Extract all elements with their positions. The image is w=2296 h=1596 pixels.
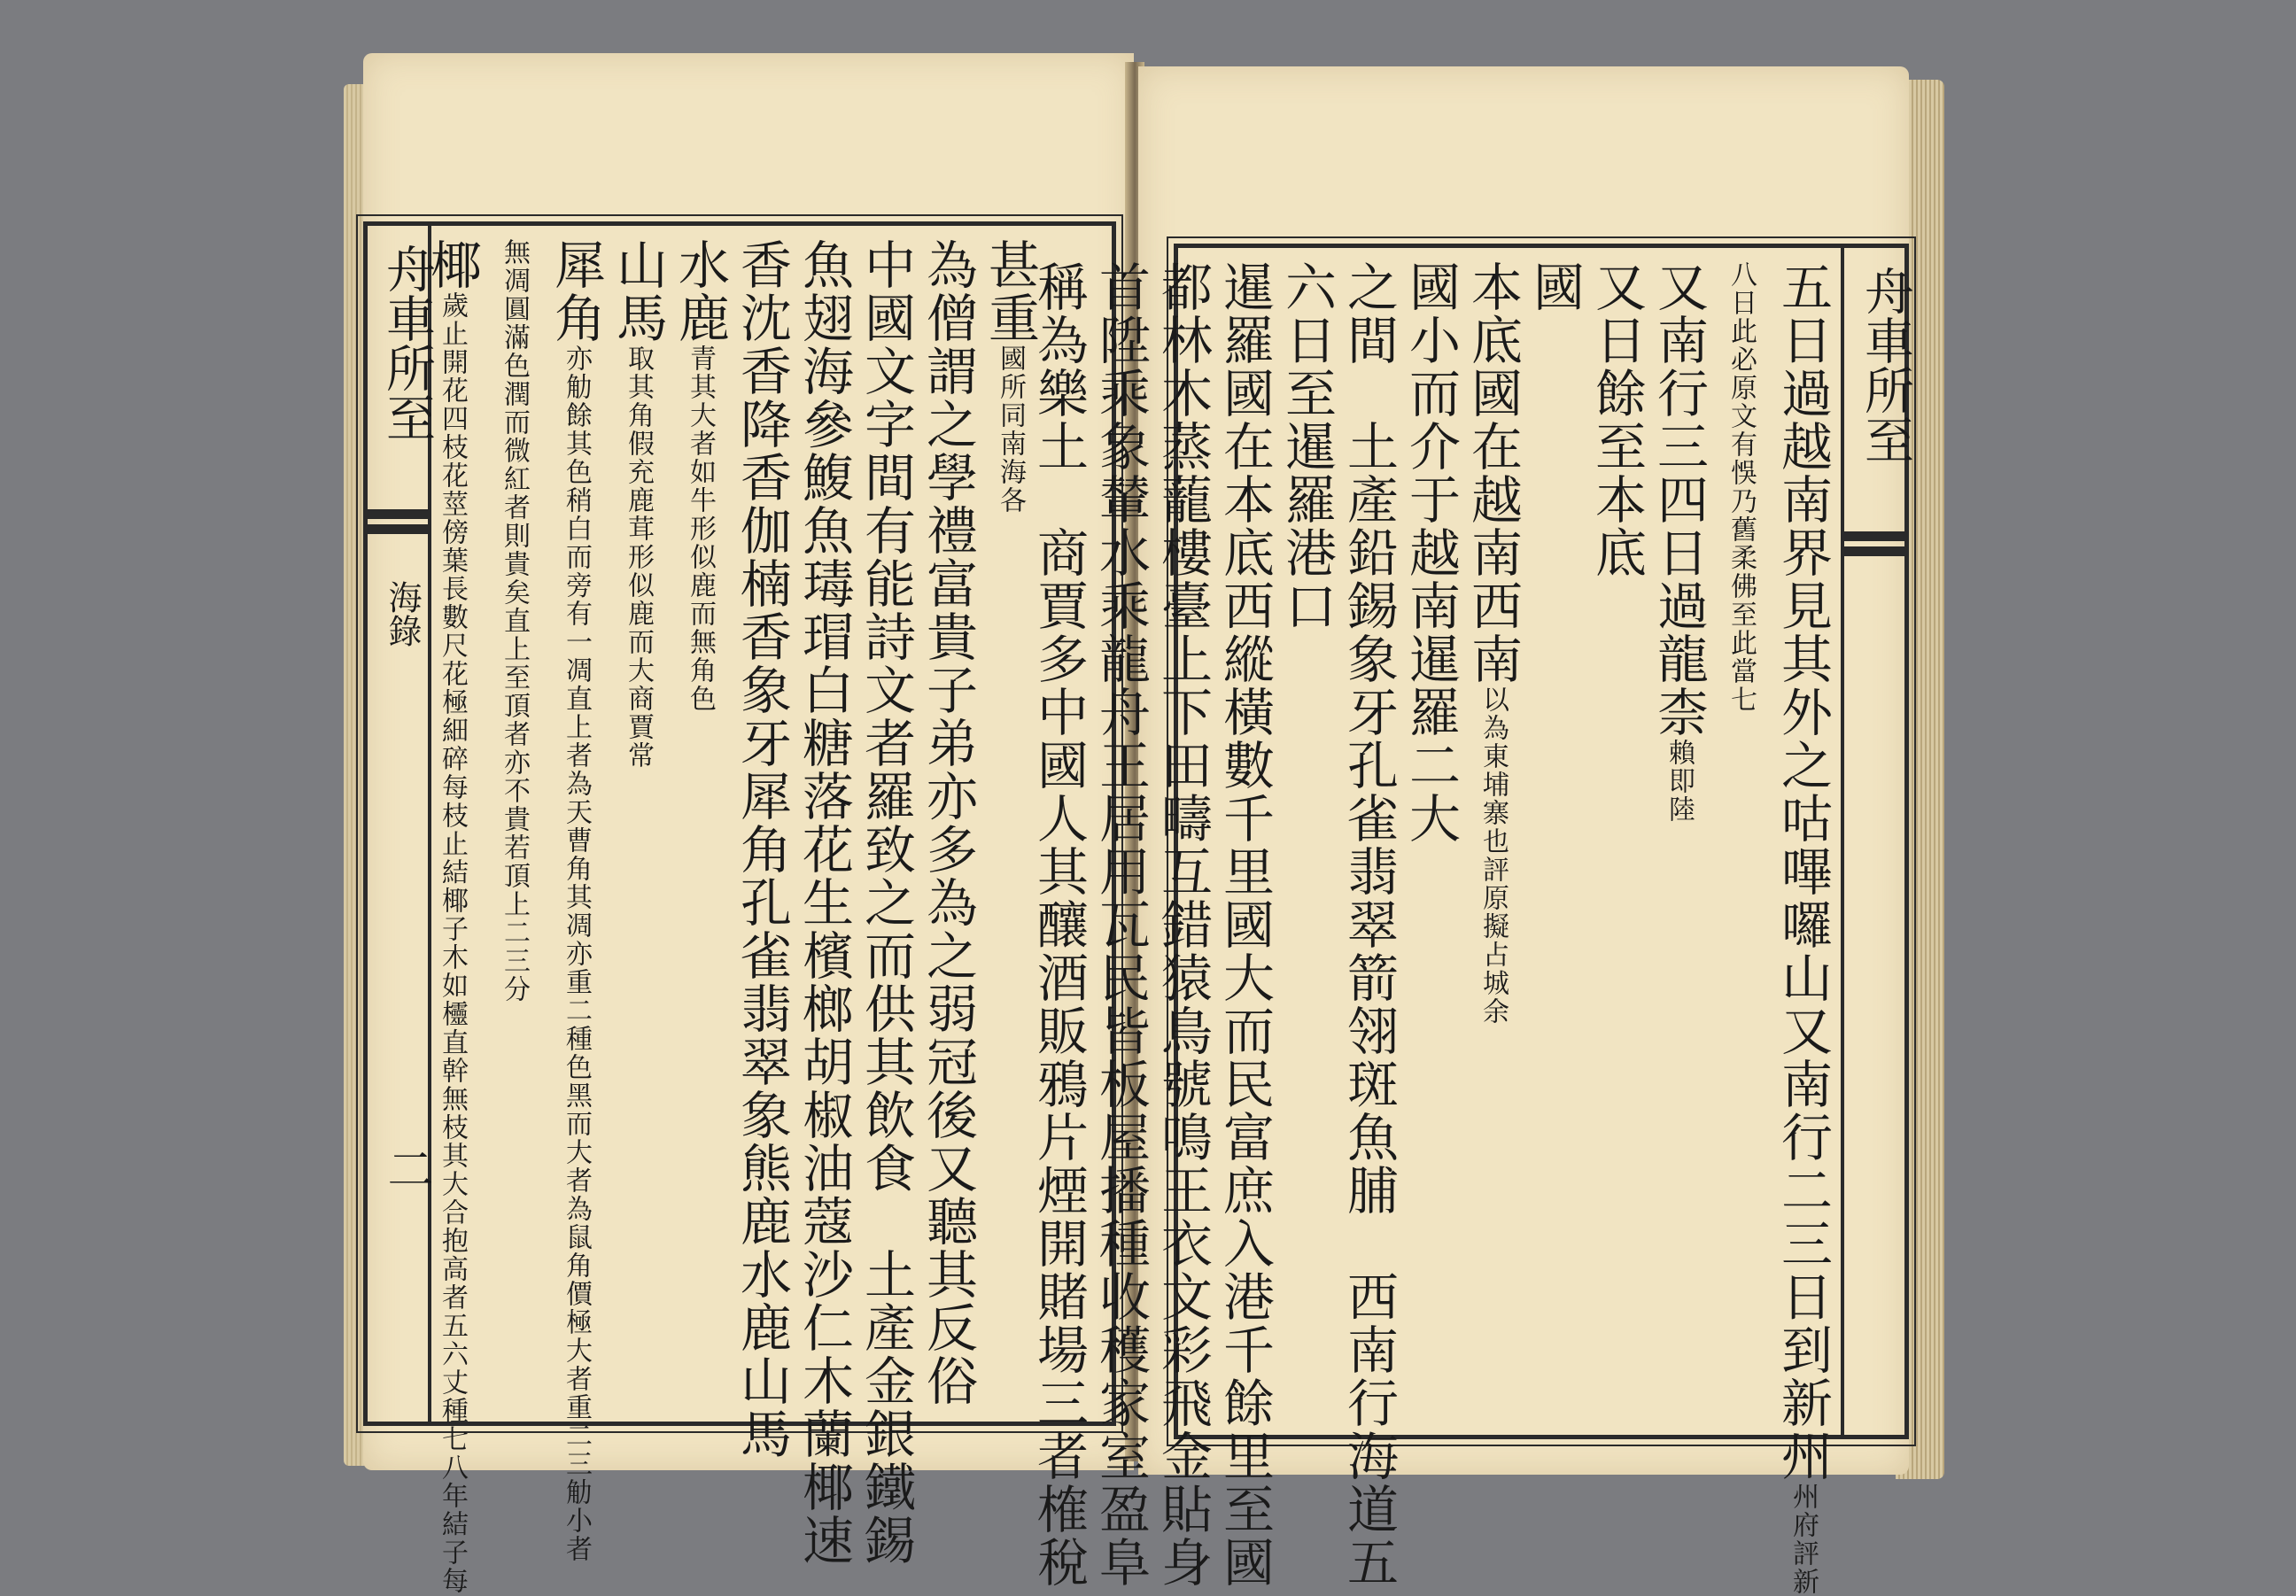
column-main-text: 又日餘至本底: [1586, 260, 1647, 579]
column-main-text: 之間 土產鉛錫象牙孔雀翡翠箭翎斑魚脯 西南行海道五: [1338, 260, 1399, 1589]
text-column: [1090, 260, 1152, 1589]
note-line: 形似鹿而無角色: [685, 515, 716, 713]
text-column: [1028, 260, 1090, 1589]
text-column: [1586, 260, 1648, 1422]
column-main-text: 甚重: [980, 238, 1040, 345]
column-main-text: 都林木蒸蘢樓臺上下田疇互錯猿鳥號鳴王衣文彩飛金貼身: [1152, 260, 1213, 1589]
note-line: 即陸: [1664, 767, 1695, 824]
text-column: [793, 238, 855, 1567]
text-column: [1400, 260, 1462, 1422]
note-line: 無凋圓滿色潤而微紅者則貴矣: [499, 238, 530, 607]
text-column: [1710, 260, 1772, 1422]
interlinear-note: [561, 345, 591, 1563]
text-column: [731, 238, 793, 1460]
column-main-text: 為僧謂之學禮富貴子弟亦多為之弱冠後又聽其反俗: [918, 238, 978, 1407]
note-line: 評原擬占城余: [1478, 856, 1509, 1026]
right-page-margin: [1841, 248, 1914, 1435]
left-margin-subtitle: 海錄: [383, 580, 422, 647]
column-main-text: 本底國在越南西南: [1462, 260, 1523, 686]
interlinear-note: [1478, 686, 1508, 1026]
text-column: [483, 238, 545, 1409]
text-column: [855, 238, 917, 1567]
text-column: [1772, 260, 1834, 1596]
note-line: 南海各: [995, 430, 1026, 515]
text-column: [1214, 260, 1276, 1589]
left-text-frame: [363, 221, 1116, 1595]
text-column: [1524, 260, 1586, 1422]
column-main-text: 魚翅海參鰒魚瑇瑁白糖落花生檳榔胡椒油蔻沙仁木蘭椰速: [794, 238, 854, 1567]
text-column: [917, 238, 979, 1409]
column-main-text: 山馬: [608, 238, 668, 345]
note-line: 乃舊柔佛至此當七: [1726, 487, 1757, 714]
note-line: 青其大者如牛: [685, 345, 716, 515]
page-number: 二: [379, 1145, 432, 1191]
text-column: [1462, 260, 1524, 1422]
left-page: [363, 53, 1134, 1595]
interlinear-note: [995, 345, 1025, 515]
column-main-text: 水鹿: [670, 238, 730, 345]
interlinear-note: [1726, 260, 1756, 714]
note-line: 歲止開花四枝花莖傍葉長數尺花極細碎每枝止結椰子: [437, 291, 468, 943]
note-line: 州府: [1788, 1483, 1819, 1539]
interlinear-note: [623, 345, 653, 770]
text-column: [421, 238, 483, 1595]
interlinear-note: [1664, 739, 1694, 824]
column-main-text: 首陞乘象輦水乘龍舟王居用瓦民皆板屋播種收穫家室盈阜: [1090, 260, 1151, 1589]
note-line: 亦重二種色黑而大者為鼠角價極大者重二三觔小者: [561, 940, 592, 1563]
fishtail-mark: [1844, 531, 1906, 556]
note-line: 八日此必原文有悞: [1726, 260, 1757, 487]
right-text-frame: [1028, 244, 1914, 1596]
text-column: [1276, 260, 1338, 1422]
text-column: [1648, 260, 1710, 1422]
column-main-text: 暹羅國在本底西縱橫數千里國大而民富庶入港千餘里至國: [1214, 260, 1275, 1589]
interlinear-note: [1788, 1483, 1818, 1596]
text-column: [1152, 260, 1214, 1589]
right-text-columns: [1028, 248, 1842, 1596]
note-line: 國所同: [995, 345, 1026, 430]
left-margin-title: 舟車所至: [378, 244, 436, 442]
text-column: [607, 238, 669, 1409]
note-line: 以為東埔寨也: [1478, 686, 1509, 856]
text-column: [669, 238, 731, 1409]
left-text-columns: [368, 226, 1050, 1595]
note-line: 直上至頂者亦不貴若頂上二三分: [499, 607, 530, 1003]
text-column: [545, 238, 607, 1563]
column-main-text: 國小而介于越南暹羅二大: [1400, 260, 1461, 845]
note-line: 木如欞直幹無枝其大合抱高者五六丈種七八年結子每: [437, 943, 468, 1595]
column-main-text: 中國文字間有能詩文者羅致之而供其飲食 土產金銀鐵錫: [856, 238, 916, 1567]
right-page: [1028, 66, 1914, 1596]
interlinear-note: [437, 291, 467, 1595]
note-line: 賴: [1664, 739, 1695, 767]
interlinear-note: [499, 238, 529, 1003]
note-line: 形似鹿而大商賈常: [623, 543, 654, 770]
column-main-text: 香沈香降香伽楠香象牙犀角孔雀翡翠象熊鹿水鹿山馬: [732, 238, 792, 1460]
note-line: 取其角假充鹿茸: [623, 345, 654, 543]
interlinear-note: [685, 345, 715, 713]
text-column: [1338, 260, 1400, 1589]
right-margin-title: 舟車所至: [1857, 266, 1914, 464]
column-main-text: 稱為樂土 商賈多中國人其釀酒販鴉片煙開賭場三者榷稅: [1028, 260, 1089, 1589]
column-main-text: 六日至暹羅港口: [1276, 260, 1337, 632]
column-main-text: 犀角: [546, 238, 606, 345]
column-main-text: 又南行三四日過龍柰: [1648, 260, 1709, 739]
column-main-text: 五日過越南界見其外之咕嗶囉山又南行二三日到新州: [1772, 260, 1833, 1483]
note-line: 亦觔餘其色稍白而旁有一凋直上者為天曹角其凋: [561, 345, 592, 940]
note-line: 評新: [1788, 1539, 1819, 1596]
column-main-text: 椰: [422, 238, 482, 291]
column-main-text: 國: [1524, 260, 1585, 314]
